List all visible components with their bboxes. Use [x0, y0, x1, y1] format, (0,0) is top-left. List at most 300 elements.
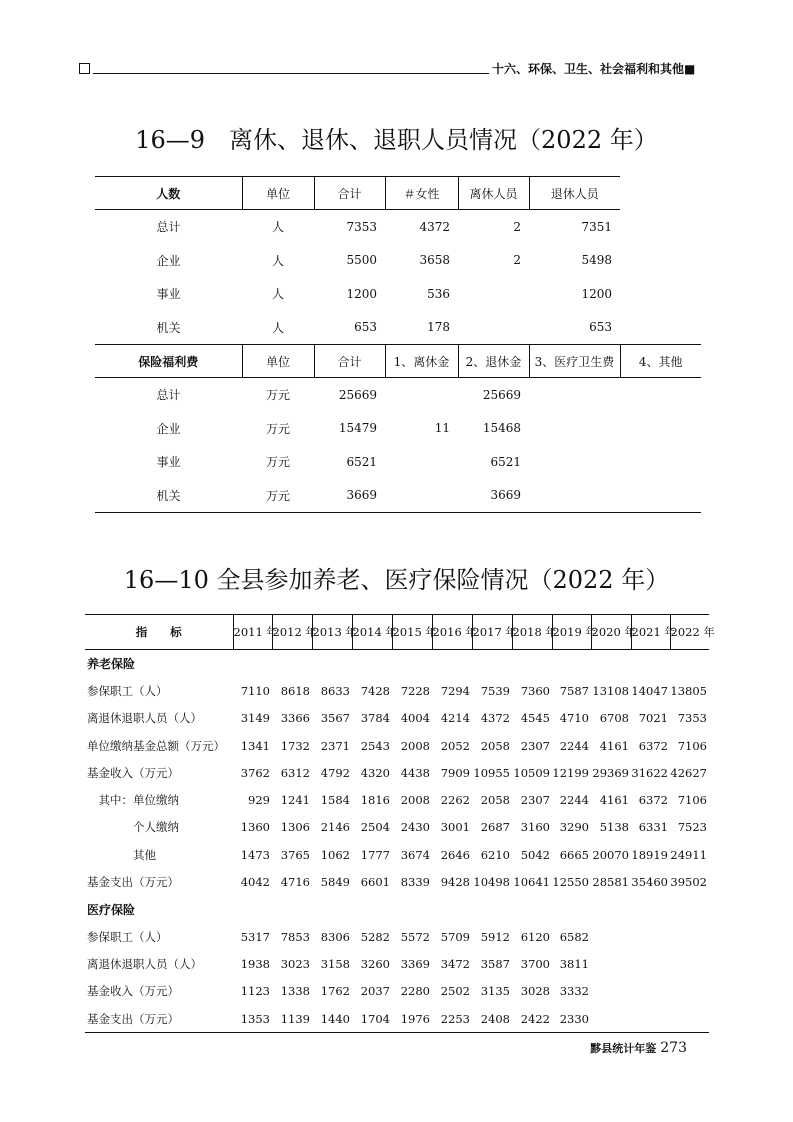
table-cell: 5709: [440, 929, 470, 944]
year-header-cell: 2013 年: [312, 615, 352, 650]
table-cell: [670, 1005, 709, 1033]
table-cell: [272, 650, 312, 678]
table-cell: 7106: [677, 793, 707, 808]
table-cell: 5912: [480, 929, 510, 944]
row-label: 其中：单位缴纳: [87, 793, 179, 808]
table-cell: [312, 650, 352, 678]
table-cell: 2052: [440, 738, 470, 753]
table-cell: [591, 896, 631, 923]
table-cell: 2307: [520, 793, 550, 808]
table-row: [85, 868, 709, 895]
table-cell: 1353: [233, 1005, 272, 1033]
table-cell: [352, 896, 392, 923]
table-cell: 20070: [592, 847, 629, 862]
table-cell: 4792: [320, 765, 350, 780]
table-cell: [670, 978, 709, 1005]
table-cell: 15479: [338, 421, 377, 436]
table-cell: 6120: [520, 929, 550, 944]
row-label: 离退休退职人员（人）: [87, 711, 202, 726]
table-cell: 2687: [480, 820, 510, 835]
table-cell: 7587: [559, 683, 589, 698]
table-cell: 12199: [552, 765, 589, 780]
table-cell: [620, 378, 701, 412]
table-cell: 3149: [240, 711, 270, 726]
table-cell: [385, 378, 458, 412]
header-square-icon: [79, 63, 90, 74]
table-cell: 6521: [346, 454, 377, 469]
yearbook-name: 黟县统计年鉴: [590, 1042, 657, 1055]
table-cell: 1440: [312, 1005, 352, 1033]
table-row: [85, 1005, 709, 1033]
table-row: [95, 244, 701, 278]
table-cell: 2504: [360, 820, 390, 835]
table-cell: 7110: [240, 683, 270, 698]
table-cell: 6521: [490, 454, 521, 469]
row-label: 医疗保险: [87, 902, 136, 917]
table-cell: [620, 479, 701, 513]
table-cell: 929: [248, 793, 270, 808]
table-cell: [529, 479, 620, 513]
table-cell: 653: [589, 320, 612, 335]
table-cell: 1341: [240, 738, 270, 753]
table-cell: 3784: [360, 711, 390, 726]
table-cell: 8339: [400, 875, 430, 890]
table-cell: [631, 978, 670, 1005]
table-cell: 4372: [480, 711, 510, 726]
table-cell: [591, 950, 631, 977]
table-cell: [670, 650, 709, 678]
table-cell: 10498: [473, 875, 510, 890]
table-cell: [620, 244, 701, 278]
table-row: [95, 210, 701, 244]
table-cell: [385, 479, 458, 513]
row-label: 基金收入（万元）: [87, 765, 179, 780]
table-row: [85, 759, 709, 786]
table-row: [85, 705, 709, 732]
table-cell: 8633: [320, 683, 350, 698]
welfare-header-cell: 2、退休金: [458, 345, 529, 378]
welfare-header: [95, 345, 701, 378]
table-cell: [529, 378, 620, 412]
table-cell: 3658: [419, 253, 450, 268]
row-label: 基金收入（万元）: [87, 984, 179, 999]
year-header-cell: 2020 年: [591, 615, 631, 650]
table-cell: 1062: [320, 847, 350, 862]
table-cell: 万元: [265, 455, 290, 470]
table-cell: 7353: [677, 711, 707, 726]
table-cell: 1123: [240, 984, 270, 999]
table-cell: 2: [513, 253, 521, 268]
table-row: [85, 896, 709, 923]
table-cell: 3028: [520, 984, 550, 999]
table-cell: 3762: [240, 765, 270, 780]
table-cell: 1584: [320, 793, 350, 808]
table-cell: 1976: [392, 1005, 432, 1033]
table-cell: 2330: [552, 1005, 591, 1033]
table-cell: 万元: [242, 479, 314, 513]
persons-header-cell: 人数: [95, 177, 242, 210]
table-row: [85, 677, 709, 704]
table-cell: [272, 896, 312, 923]
table-cell: [392, 896, 432, 923]
table-cell: [233, 650, 272, 678]
table-cell: 25669: [338, 387, 377, 402]
table-cell: 28581: [592, 875, 629, 890]
table-cell: 5500: [346, 253, 377, 268]
table-cell: [472, 650, 512, 678]
table-cell: 2008: [400, 793, 430, 808]
table-cell: 2146: [320, 820, 350, 835]
table-cell: [620, 311, 701, 345]
table-cell: [620, 210, 701, 244]
table-cell: [620, 277, 701, 311]
table-cell: 1200: [346, 286, 377, 301]
table-cell: 4004: [400, 711, 430, 726]
welfare-header-cell: 3、医疗卫生费: [529, 345, 620, 378]
running-header: 十六、环保、卫生、社会福利和其他■: [492, 62, 696, 76]
table-cell: 3587: [480, 956, 510, 971]
table-cell: 13805: [670, 683, 707, 698]
table-cell: 7428: [360, 683, 390, 698]
welfare-header-cell: 4、其他: [620, 345, 701, 378]
table-cell: 18919: [631, 847, 668, 862]
table-cell: 人: [271, 220, 284, 235]
persons-header-cell: ＃女性: [385, 177, 458, 210]
year-header-cell: 2015 年: [392, 615, 432, 650]
table-cell: 5572: [400, 929, 430, 944]
year-header-cell: 2018 年: [512, 615, 552, 650]
table-cell: 2058: [480, 793, 510, 808]
table-cell: 3669: [458, 479, 529, 513]
table-cell: 3700: [520, 956, 550, 971]
table-cell: 6210: [480, 847, 510, 862]
table-cell: 万元: [265, 421, 290, 436]
table-cell: 12550: [552, 875, 589, 890]
table-cell: 人: [271, 287, 284, 302]
table-cell: 4214: [440, 711, 470, 726]
year-header-cell: 2019 年: [552, 615, 591, 650]
table-cell: 7021: [638, 711, 668, 726]
row-label: 离退休退职人员（人）: [87, 956, 202, 971]
table-row: [95, 378, 701, 412]
row-label: 其他: [87, 847, 156, 862]
table-cell: 2280: [400, 984, 430, 999]
table-cell: 3811: [559, 956, 589, 971]
table-cell: 2543: [360, 738, 390, 753]
table-cell: 35460: [631, 875, 668, 890]
year-header-cell: 2016 年: [432, 615, 472, 650]
table-row: [85, 950, 709, 977]
table-cell: [352, 650, 392, 678]
table-cell: 人: [271, 320, 284, 335]
table-cell: 4161: [599, 793, 629, 808]
table-cell: 7360: [520, 683, 550, 698]
table-cell: [591, 1005, 631, 1033]
table-cell: 9428: [440, 875, 470, 890]
table-cell: 3001: [440, 820, 470, 835]
table-cell: [472, 896, 512, 923]
table-cell: 25669: [482, 387, 521, 402]
year-header-cell: 2021 年: [631, 615, 670, 650]
table-cell: 1762: [320, 984, 350, 999]
table-cell: 4320: [360, 765, 390, 780]
table-cell: [552, 650, 591, 678]
table-row: [95, 445, 701, 479]
table-cell: 2307: [520, 738, 550, 753]
table-cell: 6372: [638, 793, 668, 808]
table-cell: 3369: [400, 956, 430, 971]
year-header-cell: 2014 年: [352, 615, 392, 650]
persons-header-cell: 退休人员: [529, 177, 620, 210]
table-cell: 3260: [360, 956, 390, 971]
table-cell: [591, 650, 631, 678]
table-cell: 1473: [240, 847, 270, 862]
table-cell: 3160: [520, 820, 550, 835]
table-cell: 7106: [677, 738, 707, 753]
table-cell: 2058: [480, 738, 510, 753]
table-cell: 1139: [272, 1005, 312, 1033]
table-cell: 7353: [346, 219, 377, 234]
table-cell: 4710: [559, 711, 589, 726]
table-cell: [512, 650, 552, 678]
table-cell: 10641: [513, 875, 550, 890]
year-header-cell: 2022 年: [670, 615, 709, 650]
table-row: [85, 732, 709, 759]
table-row: [85, 786, 709, 813]
row-label: 参保职工（人）: [87, 683, 168, 698]
table-cell: 机关: [156, 320, 181, 335]
table-cell: 2422: [512, 1005, 552, 1033]
table-cell: 4545: [520, 711, 550, 726]
table-cell: [385, 445, 458, 479]
table-cell: 3158: [320, 956, 350, 971]
table-cell: 2037: [360, 984, 390, 999]
table-cell: 1338: [280, 984, 310, 999]
table-cell: 4372: [419, 219, 450, 234]
table-cell: 31622: [631, 765, 668, 780]
table-cell: [631, 896, 670, 923]
table-cell: 2: [513, 219, 521, 234]
table-cell: 2253: [432, 1005, 472, 1033]
table-cell: 11: [434, 421, 450, 436]
table-cell: [631, 923, 670, 950]
table-cell: [670, 896, 709, 923]
table-cell: 653: [354, 320, 377, 335]
row-label: 个人缴纳: [87, 820, 179, 835]
table-cell: 8618: [280, 683, 310, 698]
table-cell: 15468: [482, 421, 521, 436]
row-label: 单位缴纳基金总额（万元）: [87, 738, 225, 753]
table-cell: [432, 896, 472, 923]
table-cell: 536: [427, 286, 450, 301]
table-cell: 29369: [592, 765, 629, 780]
row-label: 养老保险: [87, 657, 136, 672]
insurance-table: [85, 614, 715, 1033]
table-cell: [312, 896, 352, 923]
table-cell: 6331: [638, 820, 668, 835]
table-row: [85, 814, 709, 841]
table-cell: 3765: [280, 847, 310, 862]
table-cell: 1777: [360, 847, 390, 862]
table-cell: [620, 412, 701, 446]
table-cell: 事业: [156, 455, 181, 470]
table-cell: [392, 650, 432, 678]
header-rule: [93, 73, 489, 74]
table-cell: 1200: [581, 286, 612, 301]
table-row: [85, 650, 709, 678]
table-cell: [670, 923, 709, 950]
table-cell: 2008: [400, 738, 430, 753]
table-cell: 2408: [472, 1005, 512, 1033]
table-cell: 人: [271, 253, 284, 268]
table-cell: 39502: [670, 875, 707, 890]
table-cell: 10509: [513, 765, 550, 780]
table-row: [95, 479, 701, 513]
year-header-cell: 2017 年: [472, 615, 512, 650]
table-cell: 5042: [520, 847, 550, 862]
table-cell: 6372: [638, 738, 668, 753]
table-cell: 3023: [280, 956, 310, 971]
table-cell: [233, 896, 272, 923]
table-cell: [631, 650, 670, 678]
row-label: 基金支出（万元）: [85, 1005, 233, 1033]
table-cell: 6601: [360, 875, 390, 890]
table-cell: [432, 650, 472, 678]
year-header: [85, 615, 709, 650]
table-cell: 13108: [592, 683, 629, 698]
table-cell: [631, 1005, 670, 1033]
table-cell: 7909: [440, 765, 470, 780]
table-cell: 企业: [156, 421, 181, 436]
table-cell: 2262: [440, 793, 470, 808]
table-cell: 2371: [320, 738, 350, 753]
table-cell: 7228: [400, 683, 430, 698]
table-cell: 4438: [400, 765, 430, 780]
table-cell: 4042: [240, 875, 270, 890]
table-cell: [552, 896, 591, 923]
table-cell: 3674: [400, 847, 430, 862]
table-cell: [512, 896, 552, 923]
table1-title: 16—9 离休、退休、退职人员情况（2022 年）: [135, 126, 658, 154]
table-row: [95, 277, 701, 311]
table-cell: [529, 445, 620, 479]
year-header-cell: 2012 年: [272, 615, 312, 650]
table-cell: [529, 412, 620, 446]
persons-header-cell: 合计: [314, 177, 385, 210]
table2-title: 16—10 全县参加养老、医疗保险情况（2022 年）: [123, 566, 670, 594]
table-cell: [620, 445, 701, 479]
table-cell: 4716: [280, 875, 310, 890]
table-cell: 3290: [559, 820, 589, 835]
table-cell: 6312: [280, 765, 310, 780]
table-cell: 5282: [360, 929, 390, 944]
welfare-header-cell: 单位: [242, 345, 314, 378]
table-cell: 7853: [280, 929, 310, 944]
table-cell: 企业: [156, 253, 181, 268]
table-cell: 1306: [280, 820, 310, 835]
table-cell: 3366: [280, 711, 310, 726]
table-cell: 8306: [320, 929, 350, 944]
table-row: [95, 412, 701, 446]
table-cell: 6665: [559, 847, 589, 862]
table-cell: 总计: [156, 388, 181, 403]
table-cell: [631, 950, 670, 977]
table-cell: 1704: [352, 1005, 392, 1033]
row-label: 基金支出（万元）: [87, 875, 179, 890]
table-cell: 1360: [240, 820, 270, 835]
table-cell: 1816: [360, 793, 390, 808]
table-cell: 1938: [240, 956, 270, 971]
table-cell: 2244: [559, 793, 589, 808]
table-cell: 7523: [677, 820, 707, 835]
table-cell: 3472: [440, 956, 470, 971]
table-row: [85, 841, 709, 868]
table-cell: 2646: [440, 847, 470, 862]
retirement-table: [95, 176, 701, 513]
table-row: [85, 978, 709, 1005]
welfare-header-cell: 1、离休金: [385, 345, 458, 378]
table-cell: [591, 923, 631, 950]
table-cell: 7351: [581, 219, 612, 234]
table-cell: 3669: [314, 479, 385, 513]
table-cell: 机关: [95, 479, 242, 513]
table-cell: 2502: [440, 984, 470, 999]
table-cell: 7539: [480, 683, 510, 698]
page-footer: [590, 1040, 687, 1056]
table-cell: 1241: [280, 793, 310, 808]
table-cell: 24911: [670, 847, 707, 862]
welfare-header-cell: 保险福利费: [95, 345, 242, 378]
table-cell: 10955: [473, 765, 510, 780]
welfare-header-cell: 合计: [314, 345, 385, 378]
table-cell: 2244: [559, 738, 589, 753]
table-cell: 3135: [480, 984, 510, 999]
table-cell: 总计: [156, 220, 181, 235]
table-cell: 5138: [599, 820, 629, 835]
persons-header-cell: 单位: [242, 177, 314, 210]
table-cell: 事业: [156, 287, 181, 302]
table-cell: 4161: [599, 738, 629, 753]
table-row: [95, 311, 701, 345]
row-label: 参保职工（人）: [87, 929, 168, 944]
table-cell: 5849: [320, 875, 350, 890]
table-cell: [458, 277, 529, 311]
persons-header: [95, 177, 701, 210]
table-cell: 万元: [265, 388, 290, 403]
table-cell: 2430: [400, 820, 430, 835]
table-cell: 5498: [581, 253, 612, 268]
table-cell: 3567: [320, 711, 350, 726]
table-cell: 178: [427, 320, 450, 335]
table-cell: 6708: [599, 711, 629, 726]
page-number: 273: [660, 1040, 687, 1056]
empty-cell: [620, 177, 701, 210]
table-cell: 7294: [440, 683, 470, 698]
table-cell: 42627: [670, 765, 707, 780]
table-cell: 6582: [559, 929, 589, 944]
indicator-header: 指 标: [85, 615, 233, 650]
table-cell: 3332: [559, 984, 589, 999]
year-header-cell: 2011 年: [233, 615, 272, 650]
table-row: [85, 923, 709, 950]
table-cell: [670, 950, 709, 977]
table-cell: [458, 311, 529, 345]
table-cell: [591, 978, 631, 1005]
table-cell: 5317: [240, 929, 270, 944]
table-cell: 1732: [280, 738, 310, 753]
persons-header-cell: 离休人员: [458, 177, 529, 210]
table-cell: 14047: [631, 683, 668, 698]
